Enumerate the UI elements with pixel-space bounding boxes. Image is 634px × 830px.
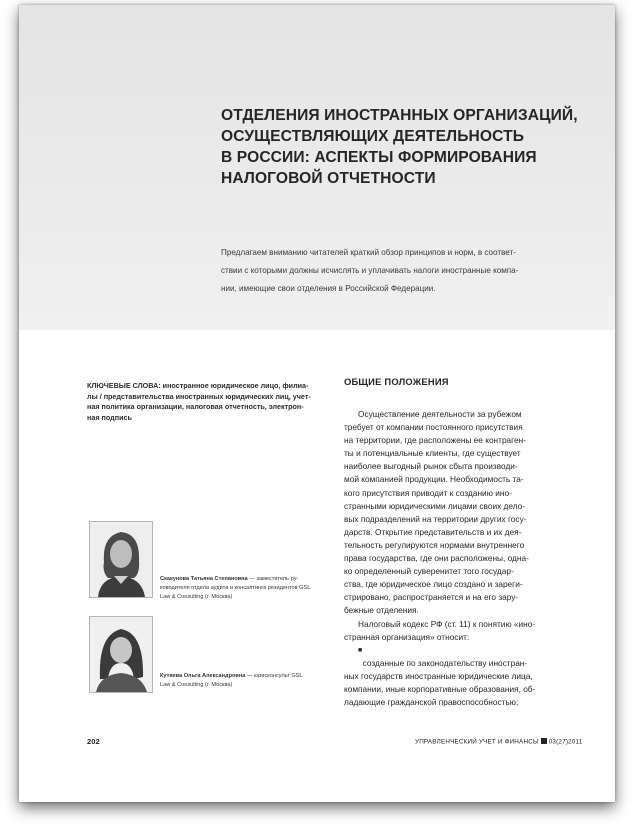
keywords-line: КЛЮЧЕВЫЕ СЛОВА: иностранное юридическое лицо, филиа-	[87, 381, 309, 390]
square-separator-icon	[541, 738, 547, 744]
body-line: ных государств иностранные юридические лица,	[344, 670, 533, 681]
body-line: дарств. Открытие представительств и их дея-	[344, 526, 522, 537]
author-credit	[160, 575, 330, 602]
title-line: В РОССИИ: АСПЕКТЫ ФОРМИРОВАНИЯ	[221, 149, 537, 166]
title-line: НАЛОГОВОЙ ОТЧЕТНОСТИ	[221, 170, 436, 187]
section-heading: ОБЩИЕ ПОЛОЖЕНИЯ	[344, 376, 449, 387]
keywords	[87, 381, 325, 423]
journal-name: УПРАВЛЕНЧЕСКИЙ УЧЕТ И ФИНАНСЫ	[415, 738, 539, 746]
body-line: наиболее выгодный рынок сбыта производи-	[344, 461, 518, 472]
document-page	[19, 5, 615, 802]
lead-line: Предлагаем вниманию читателей краткий обзор принципов и норм, в соответ-	[221, 248, 516, 257]
body-line: Осуществление деятельности за рубежом	[358, 409, 522, 419]
lead-line: ствии с которыми должны исчислять и уплачивать налоги иностранные компа-	[221, 266, 519, 275]
body-line: странными юридическими лицами своих дело-	[344, 500, 526, 511]
journal-footer	[415, 738, 582, 746]
body-line: стрировано, распространяется и на его зару-	[344, 592, 519, 603]
article-title	[221, 105, 601, 189]
keywords-line: ная политика организации, налоговая отчетность, электрон-	[87, 402, 304, 411]
bullet-item	[344, 644, 584, 670]
body-line: ства, где юридическое лицо создано и зареги-	[344, 579, 523, 590]
author-role: — заместитель ру-	[249, 576, 299, 582]
body-line: права государства, где они расположены, одна-	[344, 553, 529, 564]
author-name: Скакунова Татьяна Степановна	[160, 576, 248, 582]
journal-issue: 03(27)2011	[548, 738, 583, 746]
body-line: Налоговый кодекс РФ (ст. 11) к понятию «ино-	[358, 618, 536, 629]
title-line: ОТДЕЛЕНИЯ ИНОСТРАННЫХ ОРГАНИЗАЦИЙ,	[221, 107, 578, 124]
author-role: ководителя отдела аудита и консалтинга резидентов GSL	[160, 585, 311, 591]
body-line: кого присутствия приводит к созданию ино-	[344, 487, 512, 498]
body-line: странная организация» относит:	[344, 631, 470, 642]
keywords-line: ная подпись	[87, 412, 132, 422]
keywords-line: лы / представительства иностранных юридических лиц, учет-	[87, 391, 311, 401]
bullet-square-icon: ■	[358, 646, 363, 654]
body-line: ко определенный суверенитет того государ-	[344, 566, 514, 577]
body-line: на территории, где расположены ее контраген-	[344, 435, 526, 446]
body-line: мой компанией продукции. Необходимость та-	[344, 474, 524, 485]
lead-line: нии, имеющие свои отделения в Российской Федерации.	[221, 284, 436, 293]
body-line: созданные по законодательству иностран-	[362, 657, 528, 668]
body-line: ты и потенциальные клиенты, где существует	[344, 448, 521, 459]
body-line: ладающие гражданской правоспособностью;	[344, 697, 519, 708]
author-name: Кутяева Ольга Александровна	[160, 673, 246, 679]
body-line: бежные отделения.	[344, 605, 419, 616]
author-role: Law & Consulting (г. Москва)	[160, 682, 233, 688]
article-lead	[221, 244, 599, 298]
body-line: компании, иные корпоративные образования, об-	[344, 683, 536, 694]
author-role: — юрисконсульт GSL	[246, 673, 303, 679]
author-photo	[89, 521, 153, 598]
body-line: тельность регулируются нормами внутреннего	[344, 539, 525, 550]
body-line: требует от компании постоянного присутствия	[344, 422, 523, 433]
page-number: 202	[87, 737, 100, 746]
author-credit	[160, 672, 330, 690]
title-line: ОСУЩЕСТВЛЯЮЩИХ ДЕЯТЕЛЬНОСТЬ	[221, 128, 525, 145]
body-text	[344, 408, 584, 709]
author-role: Law & Consulting (г. Москва)	[160, 594, 233, 600]
body-line: вых подразделений на территории других госу-	[344, 513, 527, 524]
author-photo	[89, 616, 153, 693]
